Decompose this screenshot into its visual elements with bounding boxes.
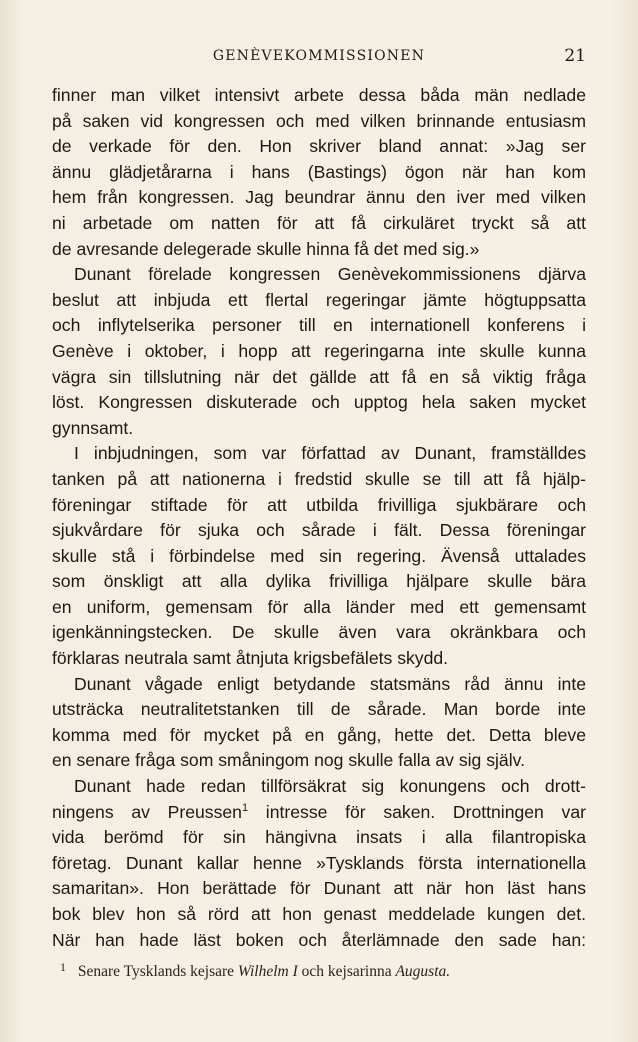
text-line: vida berömd för sin hängivna insats i alla filantropiska xyxy=(52,827,586,848)
text-line: de verkade för den. Hon skriver bland annat: »Jag ser xyxy=(52,136,586,157)
text-segment: intresse för saken. Drottningen var xyxy=(265,801,586,822)
footnote-text: Senare Tysklands kejsare xyxy=(77,963,235,980)
text-line: bok blev hon så rörd att hon genast meddelade kungen det. xyxy=(52,904,586,924)
page-number: 21 xyxy=(564,46,586,66)
body-text xyxy=(52,83,586,953)
text-line: samaritan». Hon berättade för Dunant att när hon läst hans xyxy=(52,878,586,899)
text-line: tanken på att nationerna i fredstid skulle se till att få hjälp- xyxy=(52,468,586,489)
footnote-emphasis: Augusta. xyxy=(395,963,451,980)
text-line: förklaras neutrala samt åtnjuta krigsbefälets skydd. xyxy=(52,648,449,669)
text-line: igenkänningstecken. De skulle även vara okränkbara och xyxy=(52,622,586,643)
text-line: skulle stå i förbindelse med sin regering. Ävenså uttalades xyxy=(52,545,586,566)
text-line: gynnsamt. xyxy=(52,417,134,438)
text-line: sjukvårdare för sjuka och sårade i fält. Dessa föreningar xyxy=(52,520,586,541)
text-line: När han hade läst boken och återlämnade den sade han: xyxy=(52,929,586,950)
text-line: hem från kongressen. Jag beundrar ännu den iver med vilken xyxy=(52,187,586,208)
footnote xyxy=(52,960,586,981)
text-line: som önskligt att alla dylika frivilliga hjälpare skulle bära xyxy=(52,571,586,592)
text-line: föreningar stiftade för att utbilda frivilliga sjukbärare och xyxy=(52,494,586,515)
footnote-emphasis: Wilhelm I xyxy=(237,963,298,980)
text-line: ni arbetade om natten för att få cirkuläret tryckt så att xyxy=(52,212,586,233)
text-line: beslut att inbjuda ett flertal regeringar jämte högtuppsatta xyxy=(52,289,586,310)
text-segment: ningens av Preussen xyxy=(52,801,242,822)
text-line: I inbjudningen, som var författad av Dunant, framställdes xyxy=(74,443,586,464)
page-header xyxy=(52,44,586,70)
text-line: Dunant vågade enligt betydande statsmäns råd ännu inte xyxy=(74,673,586,694)
footnote-text: och kejsarinna xyxy=(301,963,392,980)
text-line: företag. Dunant kallar henne »Tysklands första internationella xyxy=(52,852,586,873)
text-line: Dunant förelade kongressen Genèvekommissionens djärva xyxy=(74,264,586,285)
text-line: ännu glädjetårarna i hans (Bastings) ögon när han kom xyxy=(52,161,586,182)
running-title: GENÈVEKOMMISSIONEN xyxy=(212,48,426,64)
footnote-marker: 1 xyxy=(60,960,66,974)
text-line: utsträcka neutralitetstanken till de sårade. Man borde inte xyxy=(52,699,586,720)
text-line: en senare fråga som småningom nog skulle falla av sig själv. xyxy=(52,750,525,771)
text-line: på saken vid kongressen och med vilken brinnande entusiasm xyxy=(52,110,586,131)
text-line-with-footnote xyxy=(52,800,586,826)
text-line: löst. Kongressen diskuterade och upptog hela saken mycket xyxy=(52,392,586,413)
text-line: en uniform, gemensam för alla länder med ett gemensamt xyxy=(52,596,586,617)
text-line: Dunant hade redan tillförsäkrat sig konungens och drott- xyxy=(74,776,586,797)
text-line: finner man vilket intensivt arbete dessa båda män nedlade xyxy=(52,85,586,105)
text-line: och inflytelserika personer till en internationell konferens i xyxy=(52,315,586,336)
text-line: de avresande delegerade skulle hinna få det med sig.» xyxy=(52,238,480,259)
text-line: vägra sin tillslutning när det gällde att få en så viktig fråga xyxy=(52,366,586,387)
text-line: komma med för mycket på en gång, hette det. Detta bleve xyxy=(52,724,586,745)
text-line: Genève i oktober, i hopp att regeringarna inte skulle kunna xyxy=(52,340,586,361)
footnote-reference: 1 xyxy=(241,801,249,814)
